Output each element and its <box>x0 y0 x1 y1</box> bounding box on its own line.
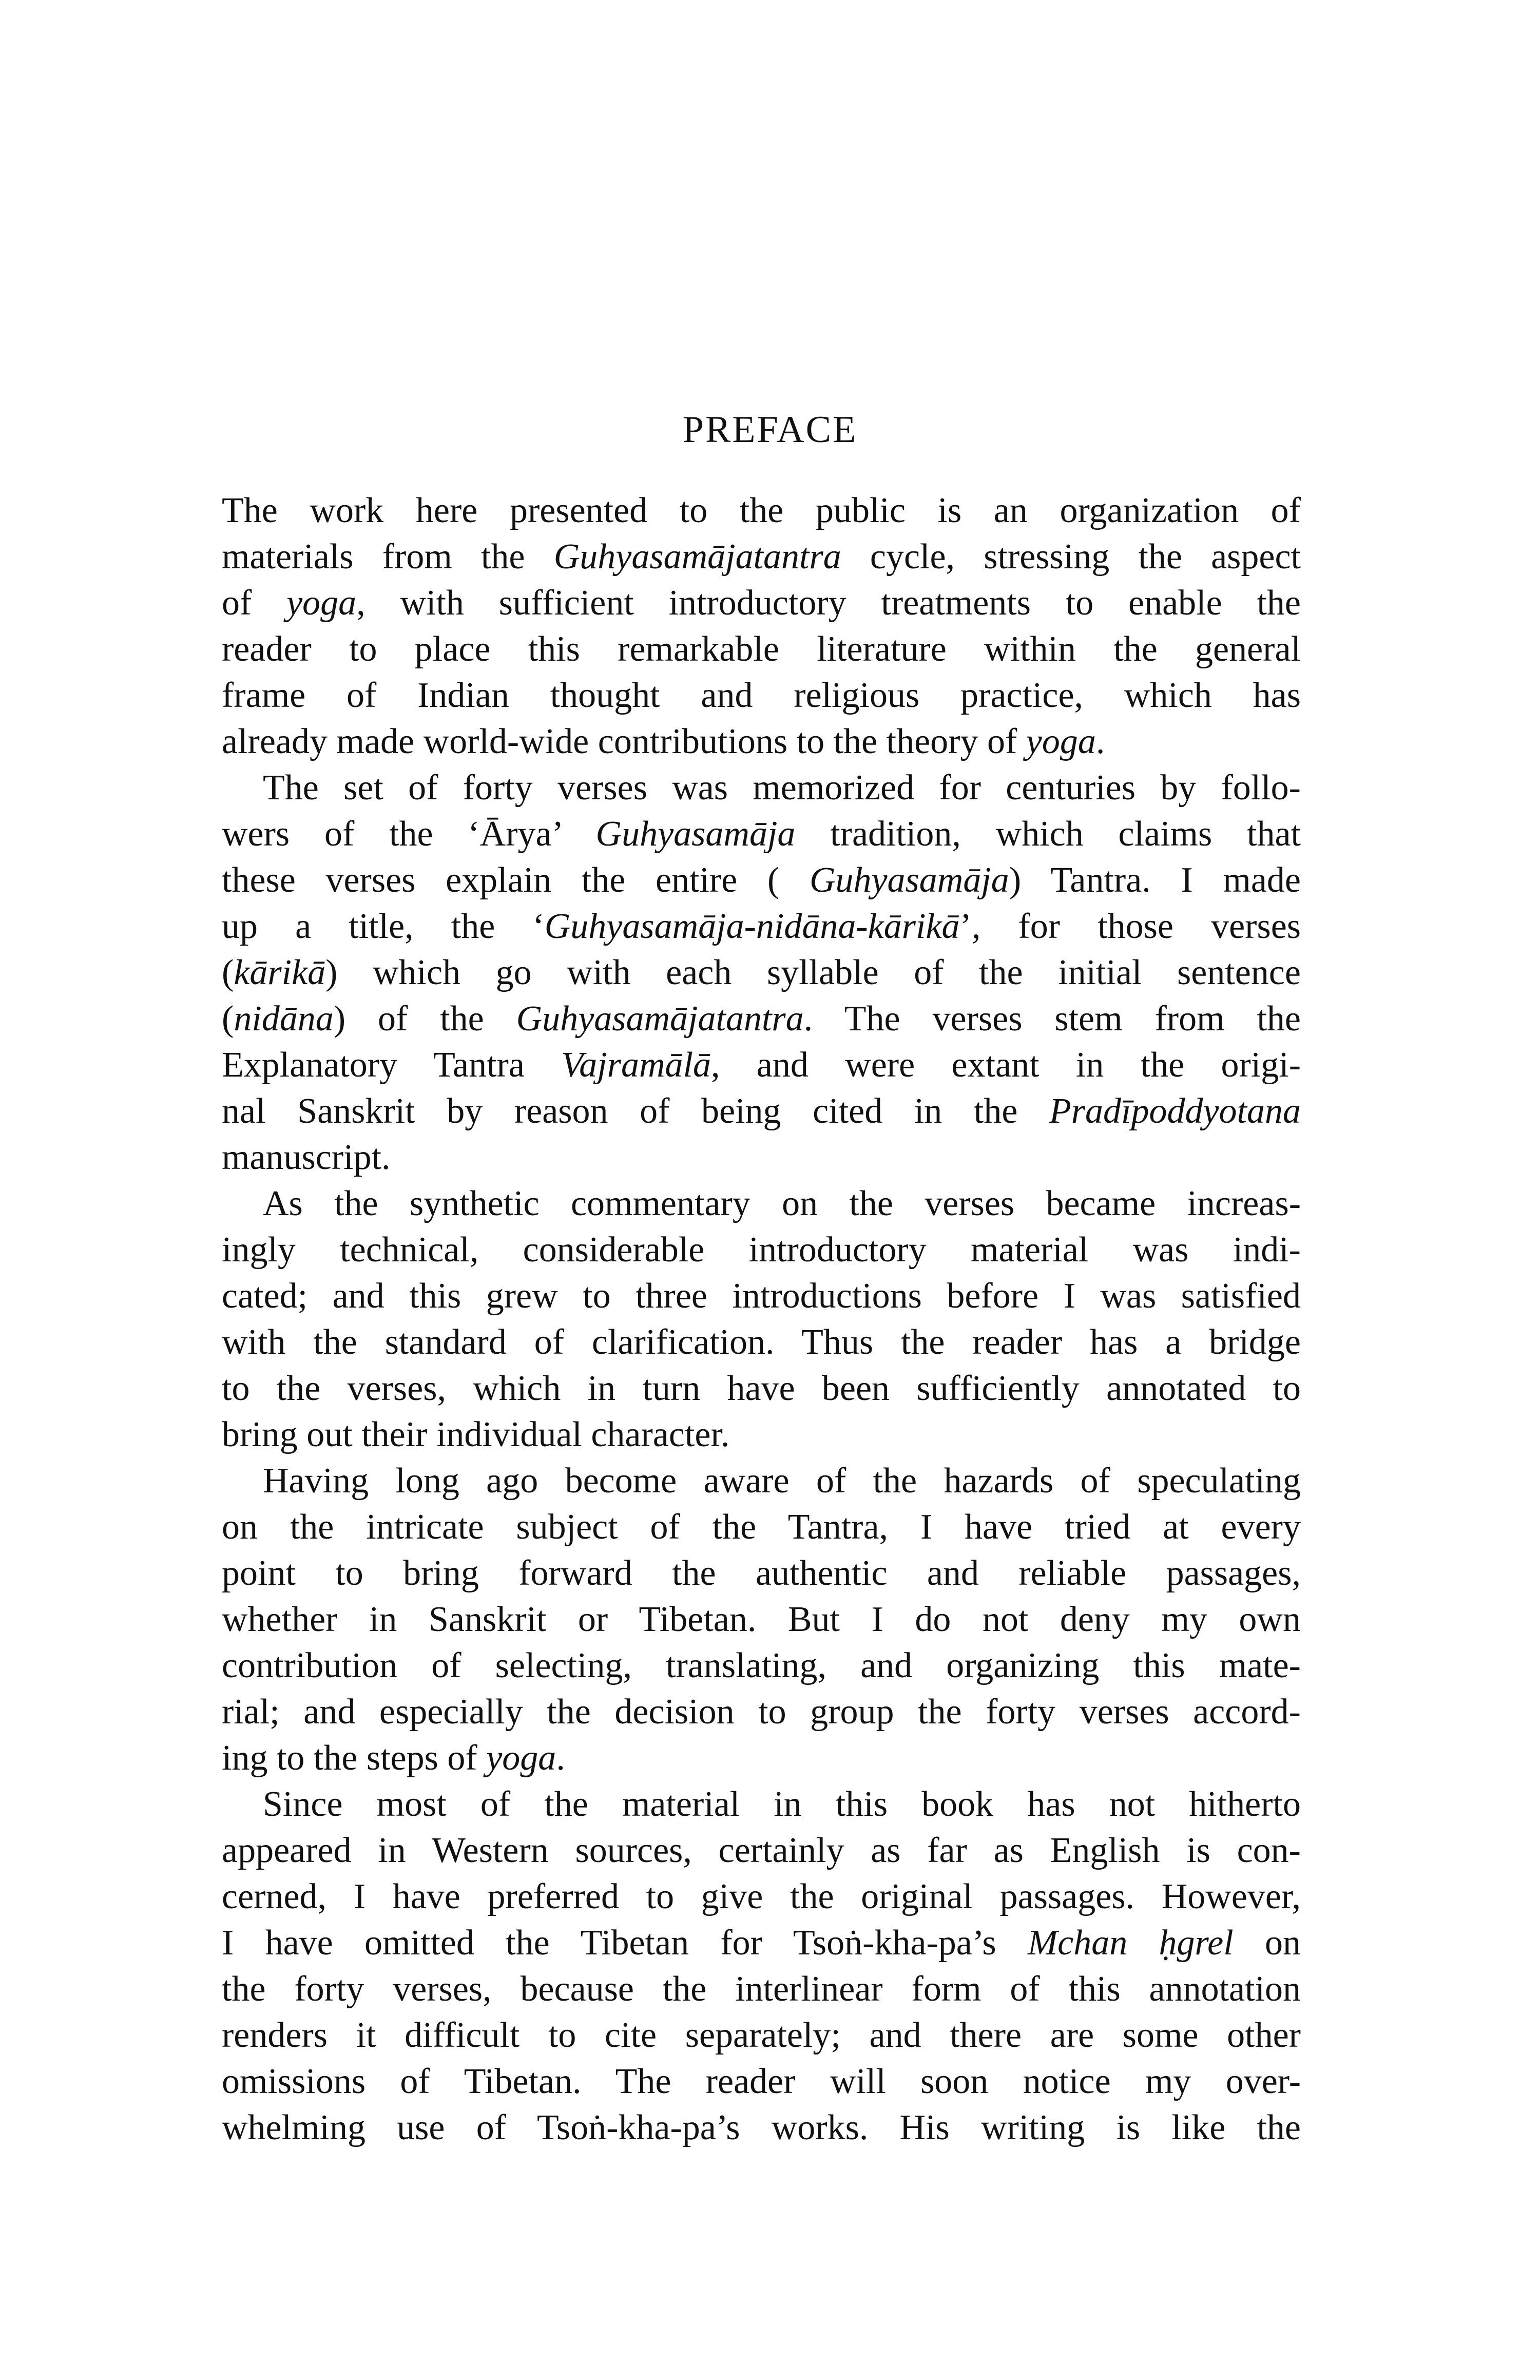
text-segment: point to bring forward the authentic and reliable passages, <box>222 1553 1301 1593</box>
italic-term: nidāna <box>234 999 334 1039</box>
text-segment: As the synthetic commentary on the verses became increas- <box>263 1184 1301 1223</box>
text-segment: reader to place this remarkable literature within the general <box>222 629 1301 669</box>
text-segment: tradition, which claims that <box>795 814 1301 854</box>
italic-term: Guhyasamāja <box>809 860 1009 900</box>
text-line <box>222 857 1301 904</box>
text-segment: up a title, the ‘ <box>222 907 545 946</box>
text-segment: wers of the ‘Ārya’ <box>222 814 596 854</box>
text-segment: bring out their individual character. <box>222 1415 730 1454</box>
text-line <box>222 1181 1301 1227</box>
text-segment: on <box>1233 1923 1301 1963</box>
text-segment: ) which go with each syllable of the initial sentence <box>325 953 1301 992</box>
text-segment: , with sufficient introductory treatments to enable the <box>356 583 1301 623</box>
text-segment: the forty verses, because the interlinear form of this annotation <box>222 1969 1301 2009</box>
text-line <box>222 1735 1301 1781</box>
italic-term: Guhyasamāja-nidāna-kārikā <box>544 907 960 946</box>
text-segment: contribution of selecting, translating, and organizing this mate- <box>222 1646 1301 1685</box>
text-segment: ingly technical, considerable introductory material was indi- <box>222 1230 1301 1270</box>
text-segment: frame of Indian thought and religious practice, which has <box>222 676 1301 715</box>
italic-term: yoga <box>286 583 357 623</box>
text-segment: rial; and especially the decision to group the forty verses accord- <box>222 1692 1301 1732</box>
italic-term: Mchan ḥgrel <box>1027 1923 1234 1963</box>
page-title: PREFACE <box>682 409 858 451</box>
text-line <box>222 1227 1301 1273</box>
text-line <box>222 1273 1301 1319</box>
text-line <box>222 1319 1301 1366</box>
text-segment: whether in Sanskrit or Tibetan. But I do not deny my own <box>222 1600 1301 1639</box>
italic-term: Guhyasamājatantra <box>553 537 841 577</box>
text-segment: ( <box>222 953 234 992</box>
text-segment: Explanatory Tantra <box>222 1045 562 1085</box>
italic-term: yoga <box>1026 722 1096 761</box>
text-line <box>222 1550 1301 1597</box>
text-line <box>222 1597 1301 1643</box>
text-segment: renders it difficult to cite separately; and there are some other <box>222 2016 1301 2055</box>
italic-term: yoga <box>486 1738 556 1778</box>
text-line <box>222 580 1301 626</box>
italic-term: Guhyasamājatantra <box>516 999 804 1039</box>
text-line <box>222 996 1301 1042</box>
text-line <box>222 2012 1301 2059</box>
text-line <box>222 626 1301 673</box>
text-segment: these verses explain the entire ( <box>222 860 810 900</box>
text-segment: . <box>1095 722 1105 761</box>
text-line <box>222 1042 1301 1088</box>
text-segment: cated; and this grew to three introductions before I was satisfied <box>222 1276 1301 1316</box>
text-segment: with the standard of clarification. Thus the reader has a bridge <box>222 1322 1301 1362</box>
text-line <box>222 1828 1301 1874</box>
text-segment: cerned, I have preferred to give the original passages. However, <box>222 1877 1301 1916</box>
text-segment: ( <box>222 999 234 1039</box>
text-segment: The work here presented to the public is an organization of <box>222 491 1301 530</box>
text-line <box>222 719 1301 765</box>
text-segment: , and were extant in the origi- <box>710 1045 1301 1085</box>
text-segment: ) Tantra. I made <box>1009 860 1301 900</box>
text-line <box>222 488 1301 534</box>
text-line <box>222 673 1301 719</box>
text-line <box>222 1366 1301 1412</box>
text-line <box>222 1966 1301 2012</box>
text-segment: Since most of the material in this book has not hitherto <box>263 1784 1301 1824</box>
text-line <box>222 1458 1301 1504</box>
italic-term: kārikā <box>234 953 326 992</box>
text-segment: manuscript. <box>222 1138 391 1177</box>
text-segment: whelming use of Tsoṅ-kha-pa’s works. His writing is like the <box>222 2108 1301 2147</box>
italic-term: Guhyasamāja <box>595 814 796 854</box>
text-line <box>222 1088 1301 1135</box>
text-line <box>222 811 1301 857</box>
text-segment: nal Sanskrit by reason of being cited in the <box>222 1091 1050 1131</box>
text-segment: The set of forty verses was memorized for centuries by follo- <box>263 768 1301 808</box>
italic-term: Vajramālā <box>561 1045 711 1085</box>
text-segment: . <box>556 1738 565 1778</box>
text-line <box>222 1135 1301 1181</box>
text-line <box>222 1504 1301 1550</box>
text-segment: ing to the steps of <box>222 1738 487 1778</box>
text-segment: Having long ago become aware of the hazards of speculating <box>263 1461 1301 1501</box>
preface-body <box>222 488 1301 2151</box>
text-segment: on the intricate subject of the Tantra, I have tried at every <box>222 1507 1301 1547</box>
text-line <box>222 1781 1301 1828</box>
text-line <box>222 1412 1301 1458</box>
text-line <box>222 904 1301 950</box>
text-segment: materials from the <box>222 537 554 577</box>
text-line <box>222 1920 1301 1966</box>
text-segment: omissions of Tibetan. The reader will soon notice my over- <box>222 2062 1301 2101</box>
text-segment: of <box>222 583 287 623</box>
text-segment: appeared in Western sources, certainly as far as English is con- <box>222 1831 1301 1870</box>
text-segment: I have omitted the Tibetan for Tsoṅ-kha-pa’s <box>222 1923 1028 1963</box>
text-line <box>222 1874 1301 1920</box>
text-line <box>222 2105 1301 2151</box>
italic-term: Pradīpoddyotana <box>1049 1091 1301 1131</box>
text-line <box>222 534 1301 580</box>
text-segment: ’, for those verses <box>959 907 1301 946</box>
text-line <box>222 765 1301 811</box>
text-line <box>222 1643 1301 1689</box>
text-segment: to the verses, which in turn have been sufficiently annotated to <box>222 1369 1301 1408</box>
text-segment: ) of the <box>333 999 516 1039</box>
text-segment: already made world-wide contributions to the theory of <box>222 722 1026 761</box>
text-segment: cycle, stressing the aspect <box>841 537 1301 577</box>
text-line <box>222 2059 1301 2105</box>
text-line <box>222 950 1301 996</box>
text-segment: . The verses stem from the <box>803 999 1301 1039</box>
text-line <box>222 1689 1301 1735</box>
